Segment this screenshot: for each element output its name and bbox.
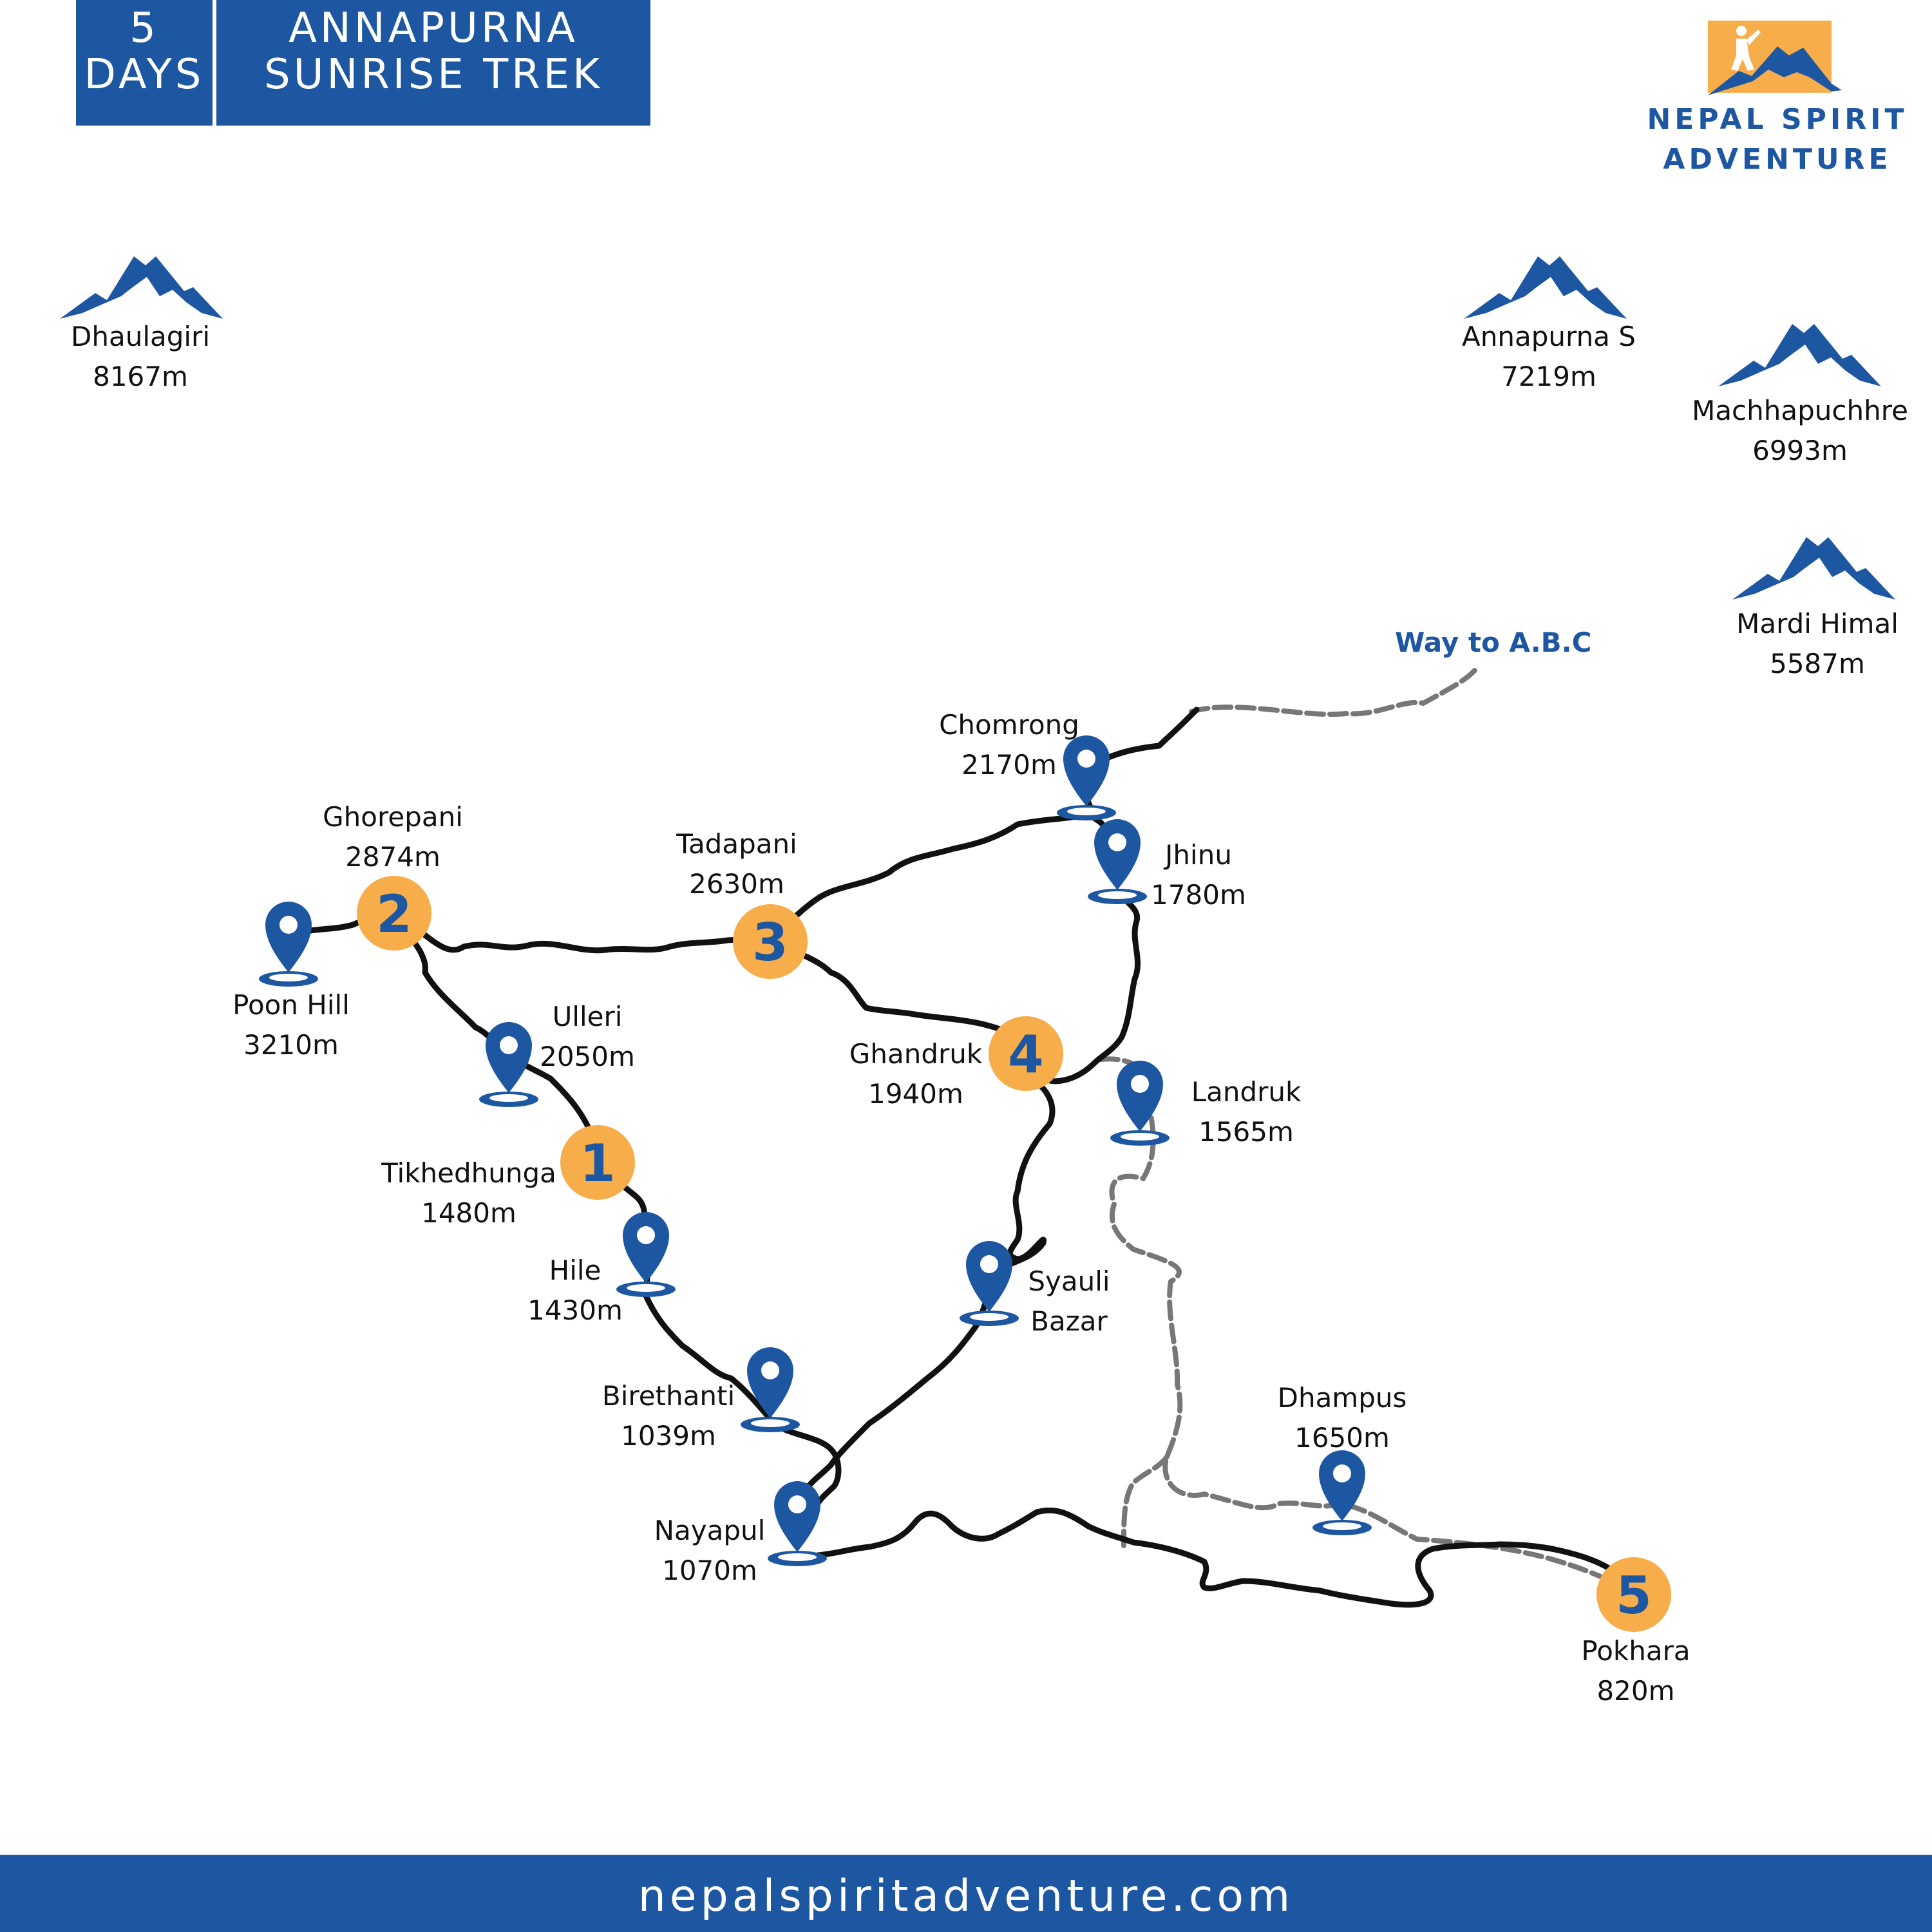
stop-name: Ghorepani [323,801,463,833]
trail-ghorepani-tadapani [394,913,769,951]
place-elevation: 1650m [1294,1422,1390,1454]
days-label: DAYS [84,51,205,99]
place-elevation: 2050m [540,1041,635,1072]
place-elevation: 1039m [621,1420,716,1452]
mountain-icon-annapurna-s [1464,256,1627,319]
stop-name: Ghandruk [849,1038,983,1070]
peak-name: Dhaulagiri [71,321,210,352]
place-elevation: 1430m [527,1294,623,1326]
stop-label-ghorepani [258,797,528,877]
place-label-nayapul [574,1511,845,1591]
place-label-dhampus [1207,1378,1477,1458]
place-name: Poon Hill [232,989,350,1021]
website-link[interactable]: nepalspiritadventure.com [638,1871,1294,1922]
place-label-birethanti [533,1376,804,1456]
day-number-4: 4 [1008,1025,1044,1084]
place-label-chomrong [874,705,1144,785]
place-label-landruk [1111,1072,1381,1152]
peak-elevation: 5587m [1770,648,1865,679]
peak-elevation: 8167m [93,361,188,392]
place-name: Syauli [1028,1265,1110,1297]
place-label-poon-hill [156,985,426,1065]
trek-title-line2: SUNRISE TREK [263,51,603,99]
place-label-ulleri [452,997,723,1077]
stop-elevation: 1940m [868,1078,963,1110]
way-to-abc-label: Way to A.B.C [1395,627,1592,658]
stop-name: Tadapani [676,828,797,860]
place-name: Dhampus [1277,1382,1407,1414]
location-pin-icon-dhampus [1312,1450,1372,1535]
peak-label-dhaulagiri [5,317,276,397]
peak-elevation: 6993m [1752,435,1848,466]
day-number-2: 2 [376,884,412,944]
place-elevation: 1565m [1198,1116,1294,1148]
peak-label-mardi-himal [1682,604,1932,684]
stop-label-tikhedhunga [334,1153,604,1233]
place-name: Chomrong [939,709,1079,741]
day-number-3: 3 [752,913,788,972]
stop-elevation: 2874m [345,841,440,873]
place-label-syauli-bazar [934,1262,1204,1341]
place-label-hile [440,1251,710,1331]
mountain-icon-machhapuchhre [1718,324,1881,386]
trail-nayapul-pokhara [818,1510,1613,1605]
peak-name: Mardi Himal [1736,608,1899,639]
mountain-icon-dhaulagiri [60,256,223,319]
location-pin-icon-poon-hill [259,902,318,987]
place-elevation: Bazar [1030,1305,1108,1337]
stop-elevation: 1480m [421,1197,516,1229]
stop-elevation: 820m [1596,1675,1675,1707]
day-number-5: 5 [1616,1566,1652,1625]
stop-elevation: 2630m [689,868,784,900]
logo-name-line2: ADVENTURE [1663,143,1892,176]
place-label-jhinu [1063,835,1334,915]
trail-tadapani-ghandruk [769,942,1011,1034]
days-number: 5 [129,5,159,52]
place-name: Hile [549,1255,601,1286]
stop-label-ghandruk [781,1034,1051,1114]
trail-way-to-abc [1191,667,1478,714]
place-elevation: 1780m [1151,879,1246,911]
place-name: Ulleri [552,1001,623,1032]
place-elevation: 2170m [961,749,1057,781]
trail-branch [1124,1457,1167,1546]
peak-name: Annapurna S [1462,321,1636,352]
mountain-icon-mardi-himal [1732,537,1895,600]
logo-name-line1: NEPAL SPIRIT [1647,103,1908,136]
place-elevation: 3210m [243,1029,339,1061]
stop-label-tadapani [601,824,872,904]
logo-mark [1708,21,1842,95]
place-name: Nayapul [654,1515,766,1546]
place-name: Birethanti [601,1380,735,1412]
place-name: Jhinu [1165,839,1232,871]
day-number-1: 1 [580,1133,616,1193]
stop-name: Tikhedhunga [381,1157,556,1189]
place-name: Landruk [1191,1076,1302,1108]
peak-name: Machhapuchhre [1692,395,1908,426]
stop-name: Pokhara [1581,1635,1690,1667]
peak-elevation: 7219m [1501,361,1596,392]
peak-label-annapurna-s [1414,317,1684,397]
trek-title-line1: ANNAPURNA [289,5,578,52]
place-elevation: 1070m [662,1555,757,1586]
peak-label-machhapuchhre [1665,391,1932,471]
stop-label-pokhara [1501,1631,1771,1711]
